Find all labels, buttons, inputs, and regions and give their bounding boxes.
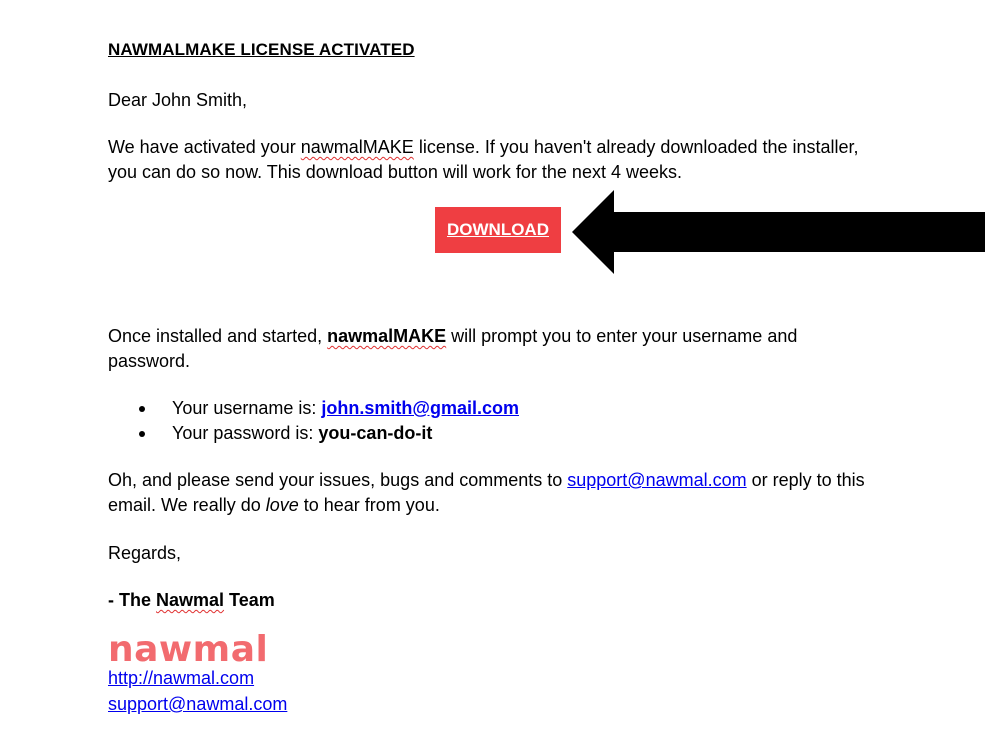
text: Oh, and please send your issues, bugs and comments to — [108, 470, 568, 490]
text: - The — [108, 590, 156, 610]
paragraph-activation-line2: you can do so now. This download button will work for the next 4 weeks. — [108, 162, 682, 182]
download-button[interactable]: DOWNLOAD — [435, 207, 561, 253]
text: Once installed and started, — [108, 326, 328, 346]
footer-website — [108, 666, 254, 690]
username-label: Your username is: — [172, 398, 322, 418]
list-item-password — [172, 421, 432, 445]
text: license. If you haven't already downloaded the installer, — [413, 137, 859, 157]
footer-email — [108, 692, 287, 716]
text: email. We really do — [108, 495, 266, 515]
nawmal-logo: nawmal — [108, 629, 269, 670]
emphasis-text: love — [265, 495, 299, 515]
paragraph-support-line1 — [108, 468, 865, 492]
bullet-icon — [139, 431, 145, 437]
list-item-username — [172, 396, 519, 420]
text: We have activated your — [108, 137, 301, 157]
password-label: Your password is: — [172, 423, 319, 443]
email-heading: NAWMALMAKE LICENSE ACTIVATED — [108, 40, 415, 59]
paragraph-activation-line1 — [108, 135, 859, 159]
text: to hear from you. — [298, 495, 440, 515]
password-value: you-can-do-it — [318, 423, 433, 443]
signature-name: Nawmal — [156, 590, 225, 610]
greeting: Dear John Smith, — [108, 90, 248, 110]
username-link[interactable]: john.smith@gmail.com — [321, 398, 519, 418]
paragraph-support-line2 — [108, 493, 440, 517]
product-name: nawmalMAKE — [300, 137, 414, 157]
arrow-left-icon — [572, 190, 986, 274]
text: or reply to this — [746, 470, 865, 490]
arrow-shape — [572, 190, 985, 274]
signature — [108, 588, 275, 612]
bullet-icon — [139, 406, 145, 412]
product-name: nawmalMAKE — [327, 326, 447, 346]
text: Team — [224, 590, 275, 610]
regards: Regards, — [108, 543, 182, 563]
website-link[interactable]: http://nawmal.com — [108, 668, 255, 688]
paragraph-install-line1 — [108, 324, 797, 348]
paragraph-install-line2: password. — [108, 351, 191, 371]
support-email-link[interactable]: support@nawmal.com — [567, 470, 747, 490]
text: will prompt you to enter your username and — [446, 326, 798, 346]
footer-email-link[interactable]: support@nawmal.com — [108, 694, 288, 714]
